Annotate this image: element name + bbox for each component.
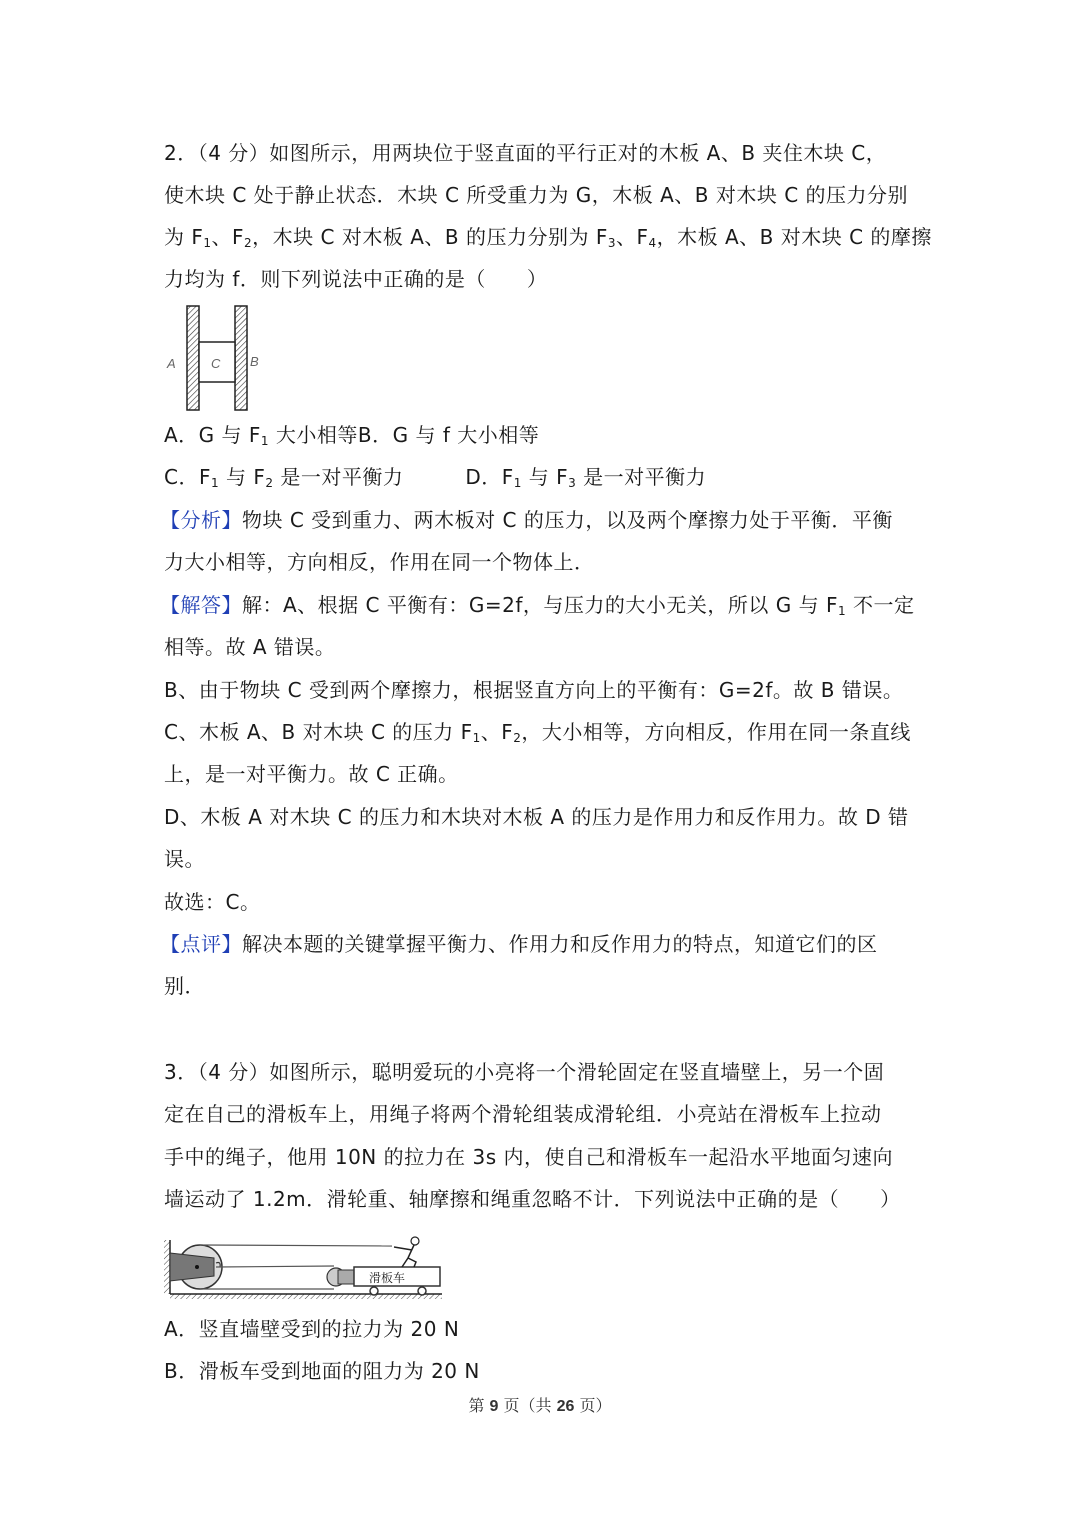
q2-options-cd (164, 463, 706, 491)
q2-option-a: A．G 与 $F_1$ 大小相等 (164, 423, 358, 448)
q2-stem-line-2: 使木块 C 处于静止状态．木块 C 所受重力为 G，木板 A、B 对木块 C 的压力分别 (164, 183, 909, 207)
pulley-scooter-figure (164, 1236, 444, 1302)
solution-line-6: D、木板 A 对木块 C 的压力和木块对木板 A 的压力是作用力和反作用力。故 D 错 (164, 805, 909, 829)
q3-option-b: B．滑板车受到地面的阻力为 20 N (164, 1359, 480, 1383)
q2-option-c: C．$F_1$ 与 $F_2$ 是一对平衡力 (164, 465, 404, 490)
q2-option-d: D．$F_1$ 与 $F_3$ 是一对平衡力 (465, 465, 707, 490)
q2-stem-line-4: 力均为 f．则下列说法中正确的是（ ） (164, 267, 548, 291)
q3-option-a: A．竖直墙壁受到的拉力为 20 N (164, 1317, 460, 1341)
q2-stem-line-3: 为 $F_1$、$F_2$，木块 C 对木板 A、B 的压力分别为 $F_3$、$F_4$，木板 A、B 对木块 C 的摩擦 (164, 225, 932, 250)
solution-line-5: 上，是一对平衡力。故 C 正确。 (164, 762, 459, 786)
q2-option-b: B．G 与 f 大小相等 (357, 423, 540, 447)
q2-options-ab (164, 421, 539, 449)
comment-tag: 【点评】 (160, 932, 242, 956)
svg-text:A: A (167, 356, 176, 371)
page-number: 9 (489, 1398, 499, 1415)
svg-text:B: B (250, 354, 259, 369)
board-a (187, 306, 199, 410)
analysis-line-1: 【分析】物块 C 受到重力、两木板对 C 的压力，以及两个摩擦力处于平衡．平衡 (160, 508, 893, 532)
q3-stem-line-2: 定在自己的滑板车上，用绳子将两个滑轮组装成滑轮组．小亮站在滑板车上拉动 (164, 1102, 882, 1126)
page-footer: 第 9 页（共 26 页） (468, 1396, 612, 1415)
solution-line-3: B、由于物块 C 受到两个摩擦力，根据竖直方向上的平衡有：G=2f。故 B 错误。 (164, 678, 904, 702)
total-pages: 26 (556, 1398, 575, 1415)
solution-line-4: C、木板 A、B 对木块 C 的压力 $F_1$、$F_2$，大小相等，方向相反，作用在同一条直线 (164, 720, 911, 745)
svg-text:C: C (211, 356, 221, 371)
solution-line-2: 相等。故 A 错误。 (164, 635, 336, 659)
q3-stem-line-1: 3．（4 分）如图所示，聪明爱玩的小亮将一个滑轮固定在竖直墙壁上，另一个固 (164, 1060, 885, 1084)
person (411, 1237, 419, 1245)
answer-line: 故选：C。 (164, 890, 261, 914)
board-clamp-figure (164, 304, 274, 412)
svg-text:滑板车: 滑板车 (369, 1271, 406, 1285)
solution-tag: 【解答】 (160, 593, 242, 617)
q2-stem-line-1: 2．（4 分）如图所示，用两块位于竖直面的平行正对的木板 A、B 夹住木块 C， (164, 141, 887, 165)
wall (164, 1240, 170, 1294)
solution-line-1: 【解答】解：A、根据 C 平衡有：G=2f，与压力的大小无关，所以 G 与 $F_1$ 不一定 (160, 593, 915, 618)
solution-line-7: 误。 (164, 847, 205, 871)
analysis-tag: 【分析】 (160, 508, 242, 532)
q3-stem-line-4: 墙运动了 1.2m．滑轮重、轴摩擦和绳重忽略不计．下列说法中正确的是（ ） (164, 1187, 901, 1211)
board-b (235, 306, 247, 410)
comment-line-1: 【点评】解决本题的关键掌握平衡力、作用力和反作用力的特点，知道它们的区 (160, 932, 878, 956)
comment-line-2: 别． (164, 974, 205, 998)
q3-stem-line-3: 手中的绳子，他用 10N 的拉力在 3s 内，使自己和滑板车一起沿水平地面匀速向 (164, 1145, 893, 1169)
analysis-line-2: 力大小相等，方向相反，作用在同一个物体上． (164, 550, 595, 574)
